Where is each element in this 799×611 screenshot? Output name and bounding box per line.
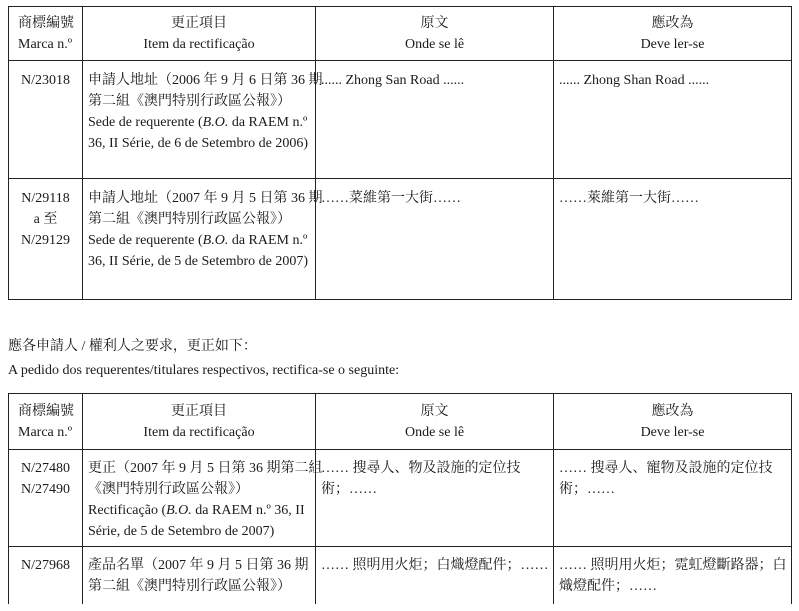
table-row bbox=[9, 61, 792, 179]
header-onde-pt: Onde se lê bbox=[404, 425, 465, 440]
onde-text: ...... Zhong San Road ...... bbox=[321, 73, 465, 88]
marca-number: N/27490 bbox=[21, 482, 70, 497]
header-marca-zh: 商標編號 bbox=[18, 16, 74, 31]
deve-text: ...... Zhong Shan Road ...... bbox=[559, 73, 710, 88]
deve-cell bbox=[554, 179, 792, 300]
header-onde-pt: Onde se lê bbox=[404, 37, 465, 52]
header-item-pt: Item da rectificação bbox=[143, 425, 255, 440]
header-cell-deve bbox=[554, 7, 792, 61]
marca-cell bbox=[9, 61, 83, 179]
header-item-zh: 更正項目 bbox=[171, 404, 227, 419]
deve-cell bbox=[554, 61, 792, 179]
item-cell bbox=[83, 179, 323, 300]
onde-text: ……菜維第一大街…… bbox=[321, 191, 461, 206]
table-header-row bbox=[9, 7, 792, 61]
header-cell-onde bbox=[316, 7, 554, 61]
header-cell-deve bbox=[554, 394, 792, 450]
item-cell bbox=[83, 61, 323, 179]
marca-cell bbox=[9, 179, 83, 300]
intro-paragraph-pt: A pedido dos requerentes/titulares respectivos, rectifica-se o seguinte: bbox=[8, 363, 400, 378]
item-zh-line: 第二組《澳門特別行政區公報》） bbox=[88, 212, 291, 227]
onde-cell bbox=[316, 61, 554, 179]
item-zh-line: 《澳門特別行政區公報》） bbox=[88, 482, 249, 497]
header-marca-pt: Marca n.º bbox=[18, 37, 73, 52]
table-row bbox=[9, 179, 792, 300]
header-deve-pt: Deve ler-se bbox=[640, 425, 705, 440]
onde-text: …… 照明用火炬；白熾燈配件；…… bbox=[321, 558, 549, 573]
deve-text: …… 搜尋人、寵物及設施的定位技 bbox=[559, 461, 773, 476]
item-cell bbox=[83, 547, 316, 604]
deve-text: …… 照明用火炬；霓虹燈斷路器；白 bbox=[559, 558, 787, 573]
header-onde-zh: 原文 bbox=[420, 404, 449, 419]
header-cell-item bbox=[83, 7, 316, 61]
onde-cell bbox=[316, 547, 554, 604]
marca-number: N/29129 bbox=[21, 233, 70, 248]
header-cell-item bbox=[83, 394, 316, 450]
deve-text: 術；…… bbox=[559, 482, 615, 497]
table-row bbox=[9, 450, 792, 547]
marca-cell bbox=[9, 450, 83, 547]
item-zh-line: 產品名單（2007 年 9 月 5 日第 36 期 bbox=[88, 558, 309, 573]
rectification-table-1 bbox=[8, 6, 792, 300]
deve-cell bbox=[554, 450, 792, 547]
item-pt-text: Sede de requerente (B.O. da RAEM n.º 36, II Série, de 5 de Setembro de 2007) bbox=[88, 233, 309, 269]
header-deve-pt: Deve ler-se bbox=[640, 37, 705, 52]
onde-cell bbox=[316, 179, 554, 300]
deve-text: 熾燈配件；…… bbox=[559, 579, 657, 594]
item-pt-text: Sede de requerente (B.O. da RAEM n.º 36, II Série, de 6 de Setembro de 2006) bbox=[88, 115, 309, 151]
item-zh-line: 申請人地址（2006 年 9 月 6 日第 36 期 bbox=[88, 73, 323, 88]
header-cell-marca bbox=[9, 394, 83, 450]
item-zh-line: 第二組《澳門特別行政區公報》） bbox=[88, 579, 291, 594]
header-marca-zh: 商標編號 bbox=[18, 404, 74, 419]
table-row bbox=[9, 547, 792, 604]
marca-number: N/29118 bbox=[21, 191, 70, 206]
table-header-row bbox=[9, 394, 792, 450]
header-item-pt: Item da rectificação bbox=[143, 37, 255, 52]
deve-cell bbox=[554, 547, 792, 604]
header-deve-zh: 應改為 bbox=[651, 404, 694, 419]
deve-text: ……萊維第一大街…… bbox=[559, 191, 699, 206]
intro-paragraph-zh: 應各申請人 / 權利人之要求，更正如下： bbox=[8, 339, 257, 354]
header-item-zh: 更正項目 bbox=[171, 16, 227, 31]
header-onde-zh: 原文 bbox=[420, 16, 449, 31]
item-pt-text: Rectificação (B.O. da RAEM n.º 36, II Série, de 5 de Setembro de 2007) bbox=[88, 503, 305, 539]
header-cell-marca bbox=[9, 7, 83, 61]
item-zh-line: 申請人地址（2007 年 9 月 5 日第 36 期 bbox=[88, 191, 323, 206]
onde-text: 術；…… bbox=[321, 482, 377, 497]
onde-text: …… 搜尋人、物及設施的定位技 bbox=[321, 461, 521, 476]
marca-range-word: a 至 bbox=[33, 212, 58, 227]
marca-number: N/27480 bbox=[21, 461, 70, 476]
marca-cell bbox=[9, 547, 83, 604]
header-marca-pt: Marca n.º bbox=[18, 425, 73, 440]
rectification-table-2 bbox=[8, 393, 792, 604]
header-deve-zh: 應改為 bbox=[651, 16, 694, 31]
marca-number: N/27968 bbox=[21, 558, 70, 573]
item-zh-line: 第二組《澳門特別行政區公報》） bbox=[88, 94, 291, 109]
onde-cell bbox=[316, 450, 554, 547]
header-cell-onde bbox=[316, 394, 554, 450]
marca-number: N/23018 bbox=[21, 73, 70, 88]
item-zh-line: 更正（2007 年 9 月 5 日第 36 期第二組 bbox=[88, 461, 323, 476]
item-cell bbox=[83, 450, 323, 547]
